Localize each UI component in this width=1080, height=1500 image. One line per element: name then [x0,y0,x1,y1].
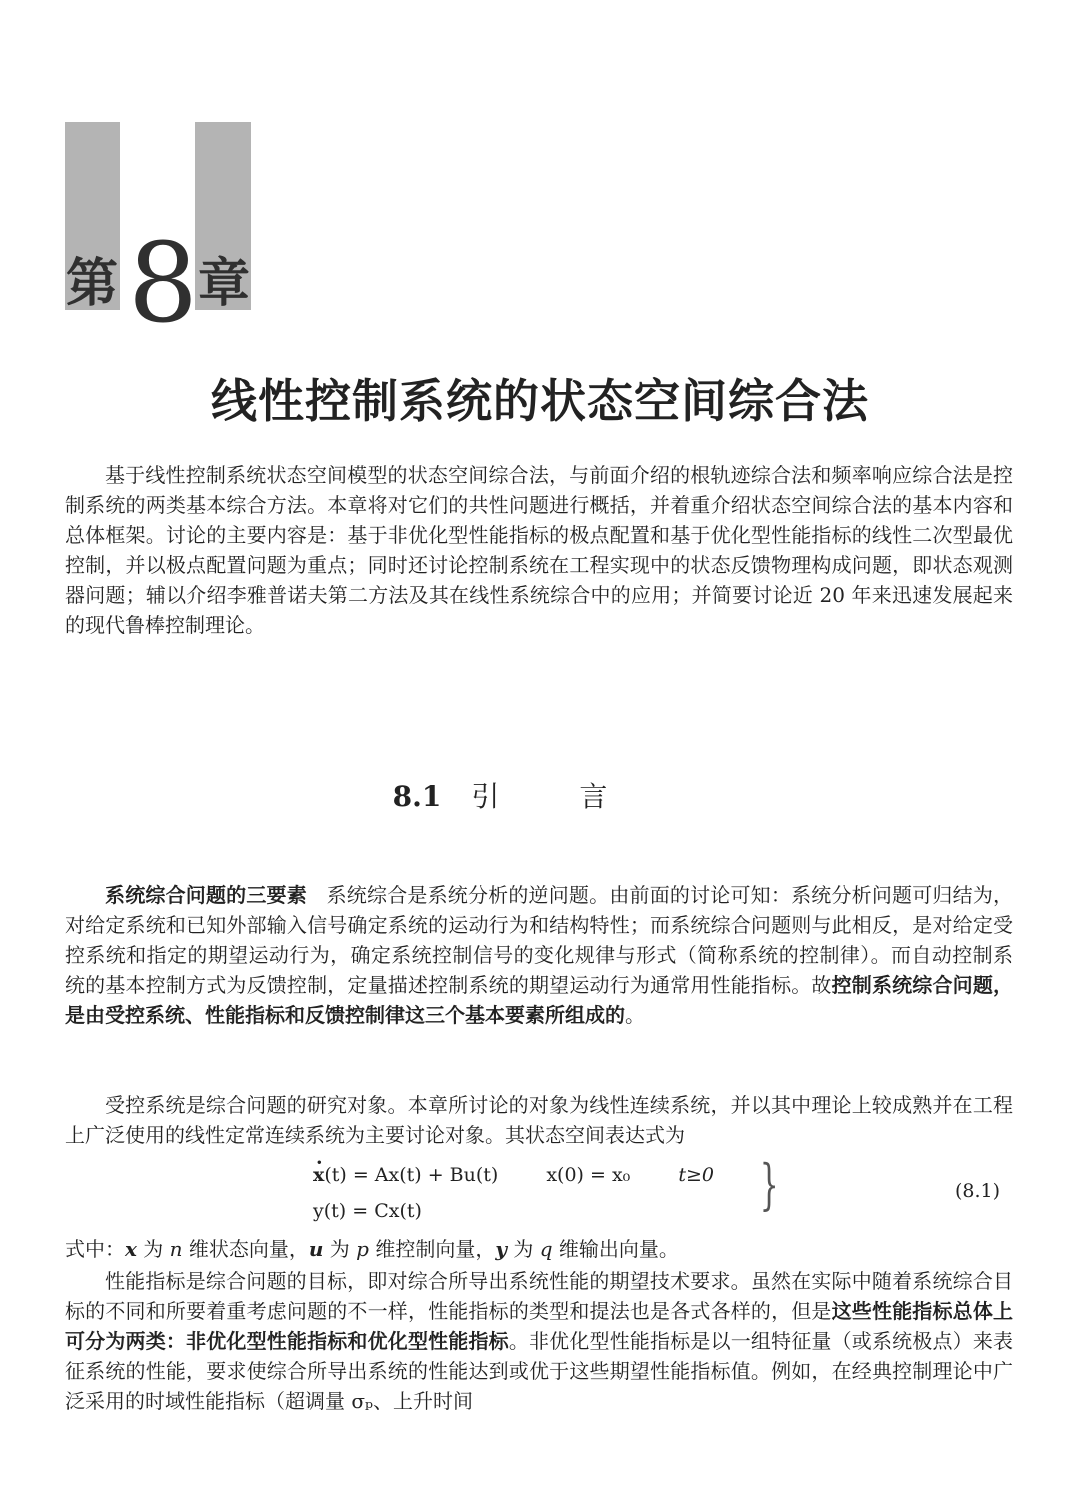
equation-number: (8.1) [955,1180,1001,1202]
section-title: 引言 [471,780,688,813]
paragraph-text: 系统综合是系统分析的逆问题。由前面的讨论可知：系统分析问题可归结为，对给定系统和已知外部输入信号确定系统的运动行为和结构特性；而系统综合问题则与此相反，是对给定受控系统和指定的期望运动行为，确定系统控制信号的变化规律与形式（简称系统的控制律）。而自动控制系统的基本控制方式为反馈控制，定量描述控制系统的期望运动行为通常用性能指标。故 [65,883,1014,997]
paragraph-emphasis: 控制系统综合问题，是由受控系统、性能指标和反馈控制律这三个基本要素所组成的 [65,973,1014,1027]
section-heading [0,775,1080,815]
equation-xdot: · x [313,1164,324,1186]
paragraph-emphasis: 这些性能指标总体上可分为两类：非优化型性能指标和优化型性能指标 [65,1299,1014,1353]
paragraph-performance-index [65,1266,1013,1416]
chapter-prefix: 第 [66,254,119,314]
symbol-n: n [169,1237,183,1261]
chapter-suffix: 章 [198,254,251,314]
symbol-y: y [495,1237,507,1261]
text-segment: 维输出向量。 [552,1237,679,1261]
symbol-u: u [308,1237,324,1261]
intro-paragraph: 基于线性控制系统状态空间模型的状态空间综合法，与前面介绍的根轨迹综合法和频率响应综合法是控制系统的两类基本综合方法。本章将对它们的共性问题进行概括，并着重介绍状态空间综合法的基本内容和总体框架。讨论的主要内容是：基于非优化型性能指标的极点配置和基于优化型性能指标的线性二次型最优控制，并以极点配置问题为重点；同时还讨论控制系统在工程实现中的状态反馈物理构成问题，即状态观测器问题；辅以介绍李雅普诺夫第二方法及其在线性系统综合中的应用；并简要讨论近 20 年来迅速发展起来的现代鲁棒控制理论。 [65,463,1013,637]
paragraph-lead: 系统综合问题的三要素 [105,883,307,907]
equation-state-rhs: (t) = Ax(t) + Bu(t) [324,1164,499,1186]
paragraph-text-end: 。非优化型性能指标是以一组特征量（或系统极点）来表征系统的性能，要求使综合所导出系统的性能达到或优于这些期望性能指标值。例如，在经典控制理论中广泛采用的时域性能指标（超调量 σₚ、上升时间 [65,1329,1014,1413]
text-segment: 为 [506,1237,540,1261]
equation-state [313,1162,714,1188]
equation-condition: t≥0 [678,1164,714,1186]
text-segment: 维控制向量， [368,1237,496,1261]
text-segment: 式中： [65,1237,125,1261]
equation-initial: x(0) = x₀ [546,1164,631,1186]
paragraph-three-elements [65,880,1013,1030]
symbol-q: q [539,1237,553,1261]
text-segment: 为 [136,1237,170,1261]
symbol-p: p [356,1237,369,1261]
equation-output: y(t) = Cx(t) [313,1200,422,1222]
symbol-x: x [125,1237,137,1261]
text-segment: 维状态向量， [182,1237,309,1261]
equation-brace: } [759,1153,779,1216]
paragraph-controlled-system: 受控系统是综合问题的研究对象。本章所讨论的对象为线性连续系统，并以其中理论上较成熟并在工程上广泛使用的线性定常连续系统为主要讨论对象。其状态空间表达式为 [65,1093,1013,1147]
paragraph-text-end: 。 [625,1003,645,1027]
paragraph-variables [65,1234,1013,1264]
chapter-title: 线性控制系统的状态空间综合法 [211,374,869,428]
paragraph-text: 性能指标是综合问题的目标，即对综合所导出系统性能的期望技术要求。虽然在实际中随着系统综合目标的不同和所要着重考虑问题的不一样，性能指标的类型和提法也是各式各样的，但是 [65,1269,1013,1323]
section-number: 8.1 [392,780,442,813]
text-segment: 为 [323,1237,357,1261]
chapter-number: 8 [128,219,198,347]
